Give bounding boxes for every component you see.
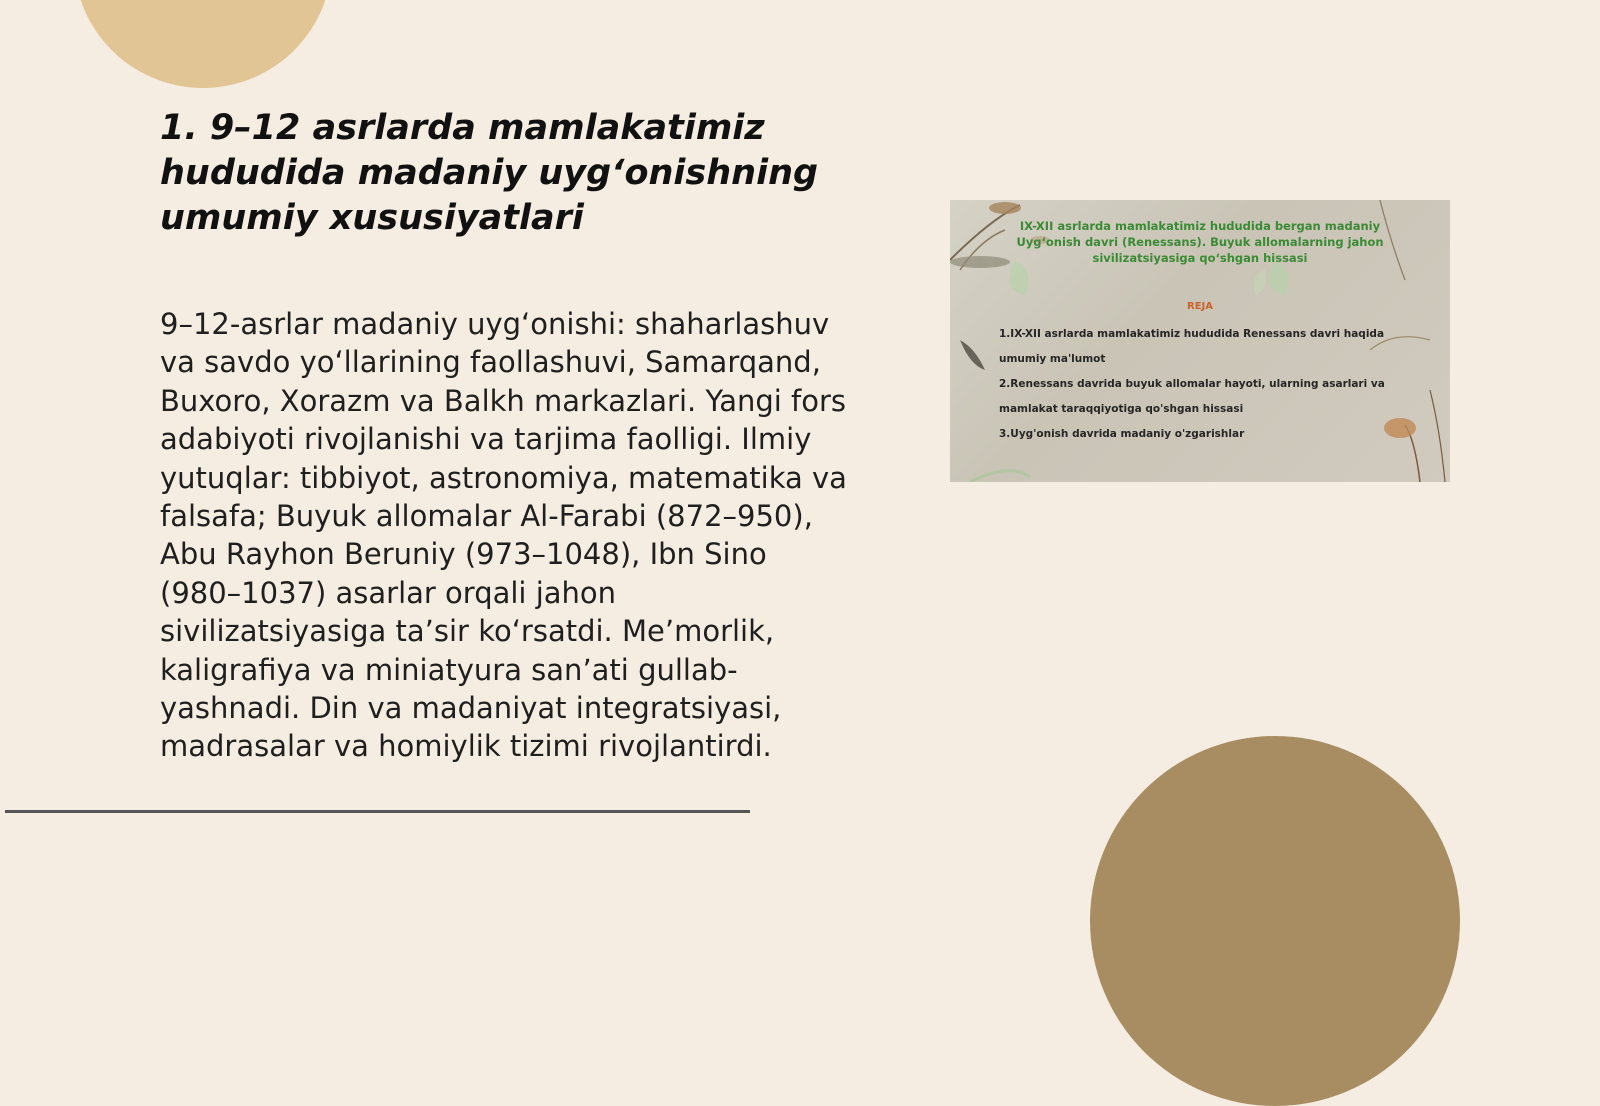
slide-title: 1. 9–12 asrlarda mamlakatimiz hududida madaniy uyg‘onishning umumiy xususiyatlari	[160, 108, 819, 238]
thumbnail-title: IX-XII asrlarda mamlakatimiz hududida bergan madaniy Uyg‘onish davri (Renessans). Buyuk allomalarning jahon sivilizatsiyasiga qo‘shgan hissasi	[1016, 219, 1384, 265]
divider-line	[5, 810, 750, 813]
list-item: 2.Renessans davrida buyuk allomalar hayoti, ularning asarlari va mamlakat taraqqiyotiga qo'shgan hissasi	[999, 378, 1385, 415]
slide-thumbnail-image	[950, 200, 1450, 482]
list-item: 3.Uyg'onish davrida madaniy o'zgarishlar	[999, 428, 1245, 440]
thumbnail-plan-label: REJA	[1187, 301, 1213, 312]
slide-body-text: 9–12-asrlar madaniy uyg‘onishi: shaharlashuv va savdo yo‘llarining faollashuvi, Samarqand, Buxoro, Xorazm va Balkh markazlari. Yangi fors adabiyoti rivojlanishi va tarjima faolligi. Ilmiy yutuqlar: tibbiyot, astronomiya, matematika va falsafa; Buyuk allomalar Al-Farabi (872–950), Abu Rayhon Beruniy (973–1048), Ibn Sino (980–1037) asarlar orqali jahon sivilizatsiyasiga ta’sir ko‘rsatdi. Me’morlik, kaligrafiya va miniatyura san’ati gullab-yashnadi. Din va madaniyat integratsiyasi, madrasalar va homiylik tizimi rivojlantirdi.	[160, 307, 847, 764]
list-item: 1.IX-XII asrlarda mamlakatimiz hududida Renessans davri haqida umumiy ma'lumot	[999, 328, 1385, 365]
thumbnail-plan-list	[999, 322, 1409, 447]
decorative-circle-top	[74, 0, 332, 88]
decorative-circle-bottom	[1090, 736, 1460, 1106]
